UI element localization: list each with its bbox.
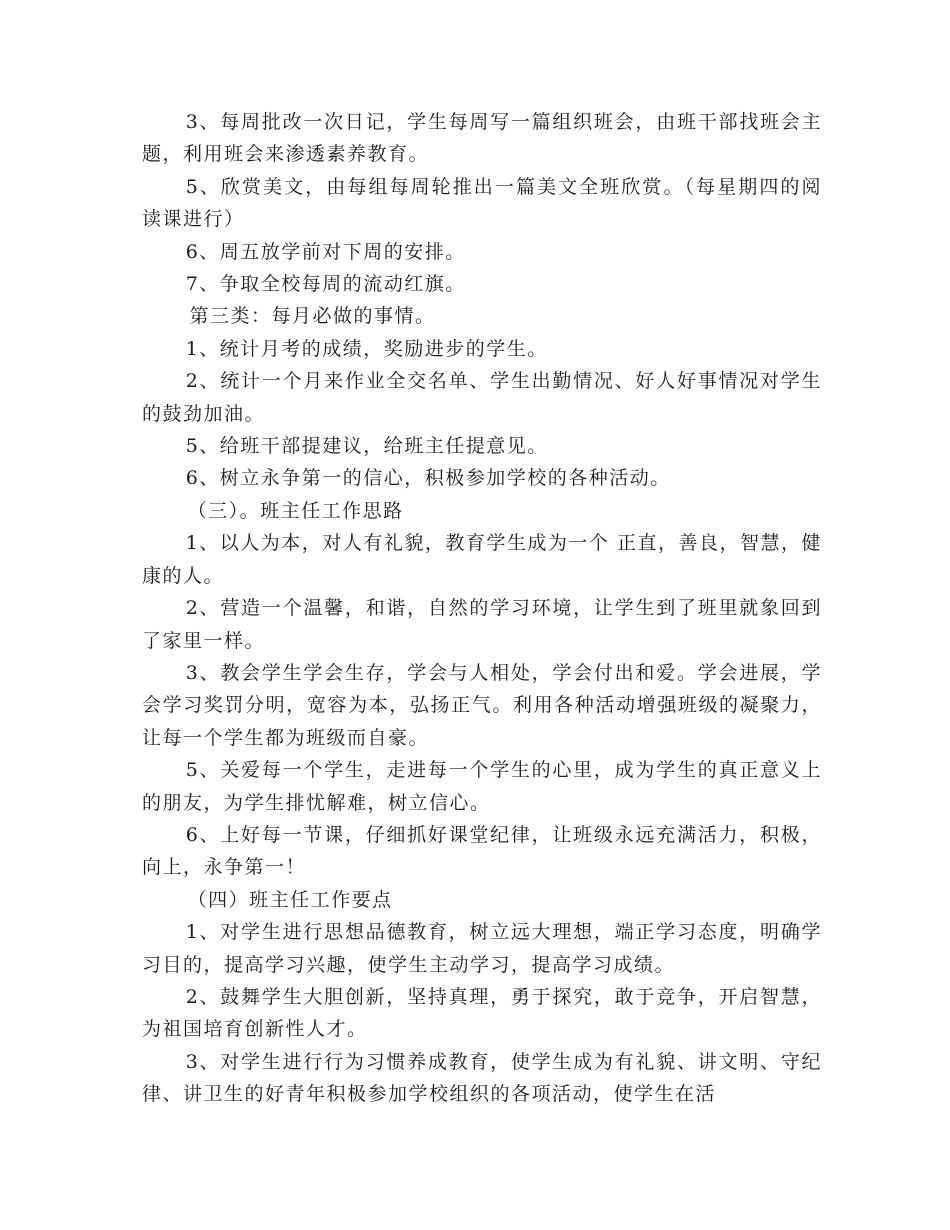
- paragraph-teach-survival: 3、教会学生学会生存，学会与人相处，学会付出和爱。学会进展，学会学习奖罚分明，宽容为本，弘扬正气。利用各种活动增强班级的凝聚力，让每一个学生都为班级而自豪。: [142, 661, 822, 749]
- paragraph-care-students: 5、关爱每一个学生，走进每一个学生的心里，成为学生的真正意义上的朋友，为学生排忧解难，树立信心。: [142, 759, 822, 814]
- paragraph-behavior-habits: 3、对学生进行行为习惯养成教育，使学生成为有礼貌、讲文明、守纪律、讲卫生的好青年积极参加学校组织的各项活动，使学生在活: [142, 1050, 822, 1106]
- section-heading-monthly: 第三类：每月必做的事情。: [189, 305, 436, 328]
- paragraph-environment: 2、营造一个温馨，和谐，自然的学习环境，让学生到了班里就象回到了家里一样。: [142, 597, 822, 652]
- paragraph-weekly-diary: 3、每周批改一次日记，学生每周写一篇组织班会，由班干部找班会主题，利用班会来渗透素养教育。: [142, 111, 822, 166]
- paragraph-people-oriented: 1、以人为本，对人有礼貌，教育学生成为一个 正直，善良，智慧，健康的人。: [142, 532, 822, 587]
- paragraph-innovation: 2、鼓舞学生大胆创新，坚持真理，勇于探究，敢于竞争，开启智慧，为祖国培育创新性人才。: [142, 985, 822, 1041]
- paragraph-moral-education: 1、对学生进行思想品德教育，树立远大理想，端正学习态度，明确学习目的，提高学习兴趣，使学生主动学习，提高学习成绩。: [142, 921, 822, 976]
- paragraph-monthly-exam: 1、统计月考的成绩，奖励进步的学生。: [185, 337, 548, 360]
- paragraph-friday-planning: 6、周五放学前对下周的安排。: [185, 240, 466, 263]
- paragraph-suggestions: 5、给班干部提建议，给班主任提意见。: [185, 435, 548, 458]
- paragraph-monthly-stats: 2、统计一个月来作业全交名单、学生出勤情况、好人好事情况对学生的鼓劲加油。: [142, 370, 822, 425]
- paragraph-each-lesson: 6、上好每一节课，仔细抓好课堂纪律，让班级永远充满活力，积极，向上，永争第一！: [142, 823, 822, 879]
- section-heading-work-points: （四）班主任工作要点: [187, 888, 393, 911]
- paragraph-appreciate-essays: 5、欣赏美文，由每组每周轮推出一篇美文全班欣赏。（每星期四的阅读课进行）: [142, 175, 822, 231]
- section-heading-work-ideas: （三）。班主任工作思路: [187, 499, 404, 522]
- paragraph-confidence: 6、树立永争第一的信心，积极参加学校的各种活动。: [185, 467, 671, 490]
- paragraph-red-flag: 7、争取全校每周的流动红旗。: [185, 273, 466, 296]
- document-body: [142, 106, 822, 1111]
